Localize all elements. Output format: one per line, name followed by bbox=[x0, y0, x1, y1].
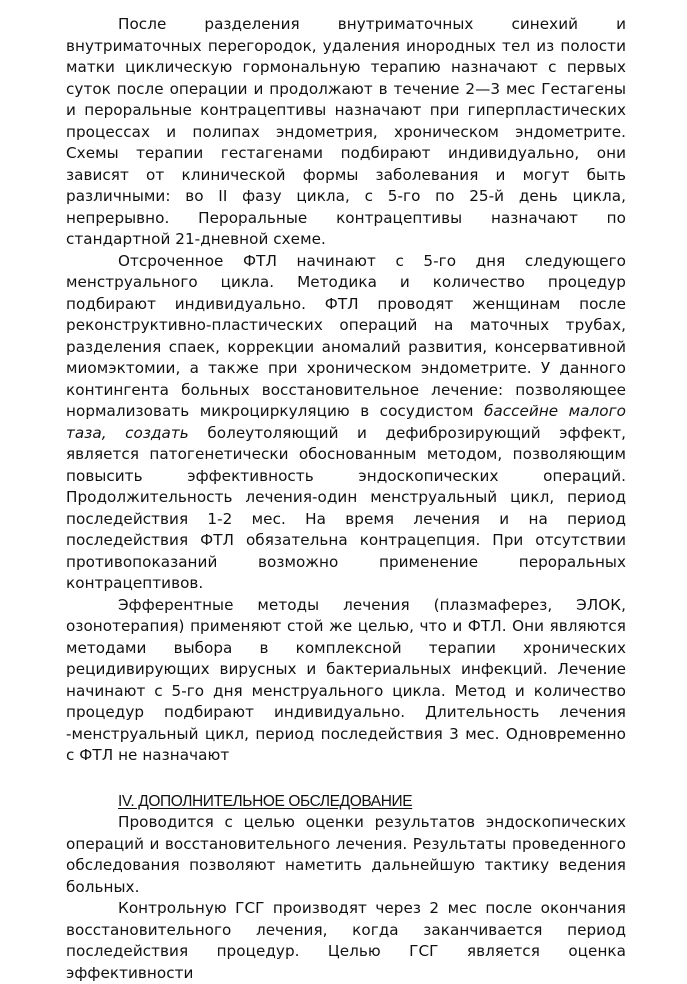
paragraph-hormonal-therapy: После разделения внутриматочных синехий и внутриматочных перегородок, удаления инородных тел из полости матки циклическую гормональную терапию назначают с первых суток после операции и продолжают в течение 2—3 мес Гестагены и пероральные контрацептивы назначают при гиперпластических процессах и полипах эндометрия, хроническом эндометрите. Схемы терапии гестагенами подбирают индивидуально, они зависят от клинической формы заболевания и могут быть различными: во II фазу цикла, с 5-го по 25-й день цикла, непрерывно. Пероральные контрацептивы назначают по стандартной 21-дневной схеме. bbox=[66, 15, 626, 248]
paragraph-control-hsg: Контрольную ГСГ производят через 2 мес после окончания восстановительного лечения, когда заканчивается период последействия процедур. Целью ГСГ является оценка эффективности bbox=[66, 899, 626, 982]
paragraph-delayed-ftl-text-end: болеутоляющий и дефиброзирующий эффект, является патогенетически обоснованным методом, позволяющим повысить эффективность эндоскопических операций. Продолжительность лечения-один менструальный цикл, период последействия 1-2 мес. На время лечения и на период последействия ФТЛ обязательна контрацепция. При отсутствии противопоказаний возможно применение пероральных контрацептивов. bbox=[66, 423, 626, 592]
paragraph-delayed-ftl-text-start: Отсроченное ФТЛ начинают с 5-го дня следующего менструального цикла. Методика и количество процедур подбирают индивидуально. ФТЛ проводят женщинам после реконструктивно-пластических операций на маточных трубах, разделения спаек, коррекции аномалий развития, консервативной миомэктомии, а также при хроническом эндометрите. У данного контингента больных восстановительное лечение: позволяющее нормализовать микроциркуляцию в сосудистом bbox=[66, 251, 626, 420]
section-heading: IV. ДОПОЛНИТЕЛЬНОЕ ОБСЛЕДОВАНИЕ bbox=[118, 792, 413, 810]
paragraph-additional-exam: Проводится с целью оценки результатов эндоскопических операций и восстановительного лечения. Результаты проведенного обследования позволяют наметить дальнейшую тактику ведения больных. bbox=[66, 813, 626, 896]
document-page bbox=[66, 14, 626, 984]
paragraph-delayed-ftl-italic: бассейне малого таза, создать bbox=[66, 402, 626, 442]
paragraph-delayed-ftl bbox=[66, 251, 626, 595]
paragraph-efferent-methods: Эфферентные методы лечения (плазмаферез, ЭЛОК, озонотерапия) применяют стой же целью, что и ФТЛ. Они являются методами выбора в комплексной терапии хронических рецидивирующих вирусных и бактериальных инфекций. Лечение начинают с 5-го дня менструального цикла. Метод и количество процедур подбирают индивидуально. Длительность лечения -менструальный цикл, период последействия 3 мес. Одновременно с ФТЛ не назначают bbox=[66, 595, 626, 764]
